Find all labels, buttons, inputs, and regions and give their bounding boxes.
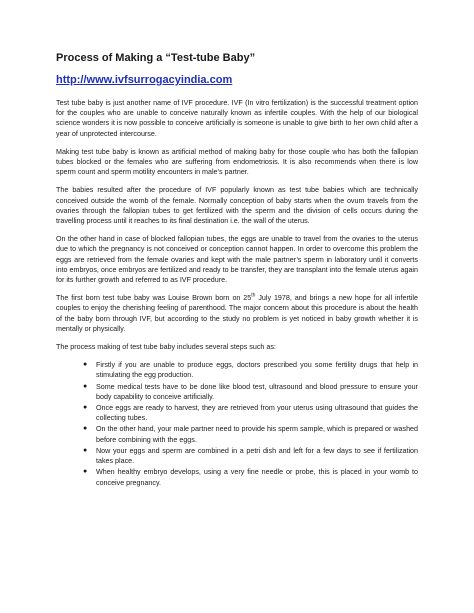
list-item-text: Now your eggs and sperm are combined in a petri dish and left for a few days to see if fertilization takes place. xyxy=(96,446,418,466)
list-item-text: On the other hand, your male partner need to provide his sperm sample, which is prepared or washed before combining with the eggs. xyxy=(96,425,418,444)
paragraph-first-baby-rest: July 1978, and brings a new hope for all infertile couples to enjoy the cherishing feeling of parenthood. The major concern about this procedure is about the health of the baby born through IVF, but according to the study no problem is yet noticed in baby growth whether it is mentally or physically. xyxy=(56,294,418,333)
paragraph-blocked-tubes: On the other hand in case of blocked fallopian tubes, the eggs are unable to travel from the ovaries to the uterus due to which the pregnancy is not conceived or conception cannot happen. In order to overcome this problem the eggs are retrieved from the female ovaries and kept with the male partner’s sperm in laboratory until it converts into embryos, once embryos are fertilized and ready to be transfer, they are transplant into the female uterus again for its further growth and referred to as IVF procedure. xyxy=(56,235,418,285)
list-item-text: Some medical tests have to be done like blood test, ultrasound and blood pressure to ensure your body capability to conceive artificially. xyxy=(96,382,418,401)
bullet-icon: ● xyxy=(83,425,88,433)
list-item xyxy=(84,360,418,380)
list-item xyxy=(84,424,418,444)
list-item xyxy=(84,382,418,402)
bullet-icon: ● xyxy=(83,382,88,390)
steps-list xyxy=(56,360,418,487)
page-title: Process of Making a “Test-tube Baby” xyxy=(56,52,256,64)
steps-intro: The process making of test tube baby includes several steps such as: xyxy=(56,343,276,352)
list-item-text: When healthy embryo develops, using a very fine needle or probe, this is placed in your womb to conceive pregnancy. xyxy=(96,468,418,487)
list-item xyxy=(84,446,418,466)
bullet-icon: ● xyxy=(83,446,88,454)
list-item-text: Firstly if you are unable to produce eggs, doctors prescribed you some fertility drugs that help in stimulating the egg production. xyxy=(96,361,418,380)
paragraph-first-baby xyxy=(56,293,418,334)
website-link[interactable]: http://www.ivfsurrogacyindia.com xyxy=(56,74,233,86)
paragraph-first-baby-start: The first born test tube baby was Louise Brown born on 25 xyxy=(56,294,252,303)
paragraph-method: Making test tube baby is known as artificial method of making baby for those couple who has both the fallopian tubes blocked or the females who are suffering from endometriosis. It is also recommends when there is low sperm count and sperm motility encounters in male’s partner. xyxy=(56,147,418,177)
paragraph-intro: Test tube baby is just another name of IVF procedure. IVF (In vitro fertilization) is the successful treatment option for the couples who are unable to conceive naturally known as infertile couples. With the help of our biological science wonders it is now possible to conceive artificially is someone is unable to give birth to her own child after a year of unprotected intercourse. xyxy=(56,99,418,138)
list-item xyxy=(84,467,418,487)
bullet-icon: ● xyxy=(83,361,88,369)
bullet-icon: ● xyxy=(83,404,88,412)
bullet-icon: ● xyxy=(83,468,88,476)
list-item xyxy=(84,403,418,423)
list-item-text: Once eggs are ready to harvest, they are retrieved from your uterus using ultrasound that guides the collecting tubes. xyxy=(96,404,418,423)
ordinal-suffix: th xyxy=(251,292,256,299)
paragraph-conception: The babies resulted after the procedure of IVF popularly known as test tube babies which are technically conceived outside the womb of the female. Normally conception of baby starts when the ovum travels from the ovaries through the fallopian tubes to get fertilized with the sperm and the division of cells occurs during the travelling process until it reaches to its final destination i.e. the wall of the uterus. xyxy=(56,186,418,226)
